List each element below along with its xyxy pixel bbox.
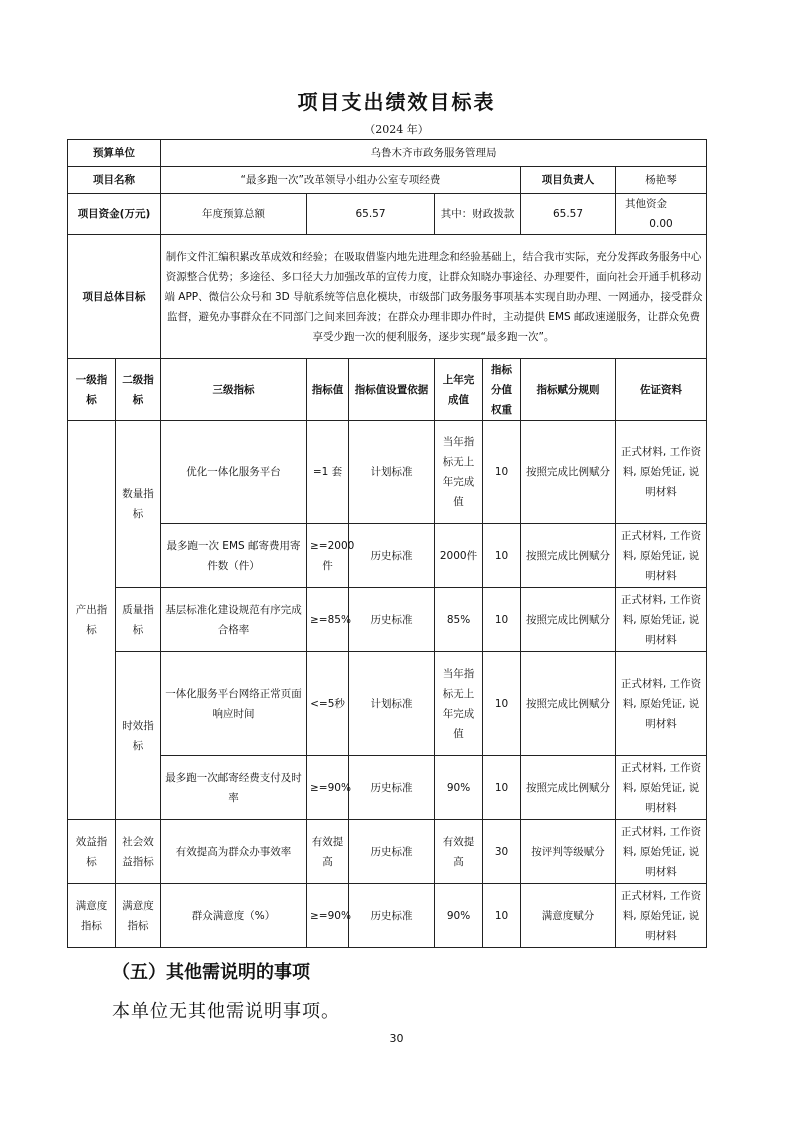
row-rule: 满意度赋分: [521, 884, 616, 948]
row-prev: 2000件: [435, 524, 483, 588]
budget-unit-label: 预算单位: [68, 140, 161, 167]
annual-budget-value: 65.57: [307, 194, 435, 235]
row-prev: 当年指标无上年完成值: [435, 652, 483, 756]
row-rule: 按照完成比例赋分: [521, 524, 616, 588]
row-rule: 按评判等级赋分: [521, 820, 616, 884]
fiscal-value: 65.57: [521, 194, 616, 235]
row-evidence: 正式材料, 工作资料, 原始凭证, 说明材料: [616, 820, 707, 884]
performance-table: [67, 139, 707, 948]
row-prev: 90%: [435, 884, 483, 948]
row-basis: 历史标准: [349, 884, 435, 948]
row-basis: 历史标准: [349, 756, 435, 820]
table-row: [68, 421, 707, 524]
table-row: [68, 820, 707, 884]
subgroup-social: 社会效益指标: [116, 820, 161, 884]
row-value: 有效提高: [307, 820, 349, 884]
project-name-value: “最多跑一次”改革领导小组办公室专项经费: [161, 167, 521, 194]
row-evidence: 正式材料, 工作资料, 原始凭证, 说明材料: [616, 884, 707, 948]
other-funds-value: 0.00: [649, 218, 673, 230]
row-evidence: 正式材料, 工作资料, 原始凭证, 说明材料: [616, 756, 707, 820]
group-satisfaction: 满意度指标: [68, 884, 116, 948]
header-row: [68, 359, 707, 421]
header-l2: 二级指标: [116, 359, 161, 421]
subgroup-quantity: 数量指标: [116, 421, 161, 588]
row-weight: 10: [483, 652, 521, 756]
table-row: [68, 524, 707, 588]
row-prev: 当年指标无上年完成值: [435, 421, 483, 524]
header-evidence: 佐证资料: [616, 359, 707, 421]
row-prev: 有效提高: [435, 820, 483, 884]
group-benefit: 效益指标: [68, 820, 116, 884]
group-output: 产出指标: [68, 421, 116, 820]
row-rule: 按照完成比例赋分: [521, 756, 616, 820]
table-row: [68, 652, 707, 756]
fiscal-label: 其中：财政拨款: [435, 194, 521, 235]
row-evidence: 正式材料, 工作资料, 原始凭证, 说明材料: [616, 421, 707, 524]
row-value: <=5秒: [307, 652, 349, 756]
row-weight: 10: [483, 884, 521, 948]
header-rule: 指标赋分规则: [521, 359, 616, 421]
project-leader-value: 杨艳琴: [616, 167, 707, 194]
project-name-row: [68, 167, 707, 194]
goal-row: [68, 235, 707, 359]
header-value: 指标值: [307, 359, 349, 421]
row-weight: 10: [483, 524, 521, 588]
row-l3: 优化一体化服务平台: [161, 421, 307, 524]
budget-unit-value: 乌鲁木齐市政务服务管理局: [161, 140, 707, 167]
row-evidence: 正式材料, 工作资料, 原始凭证, 说明材料: [616, 588, 707, 652]
row-evidence: 正式材料, 工作资料, 原始凭证, 说明材料: [616, 524, 707, 588]
row-l3: 群众满意度（%）: [161, 884, 307, 948]
row-basis: 计划标准: [349, 652, 435, 756]
header-basis: 指标值设置依据: [349, 359, 435, 421]
page-title: 项目支出绩效目标表: [297, 90, 496, 114]
row-weight: 10: [483, 756, 521, 820]
row-basis: 计划标准: [349, 421, 435, 524]
table-row: [68, 884, 707, 948]
subgroup-quality: 质量指标: [116, 588, 161, 652]
row-l3: 基层标准化建设规范有序完成合格率: [161, 588, 307, 652]
row-basis: 历史标准: [349, 588, 435, 652]
header-prev: 上年完成值: [435, 359, 483, 421]
row-rule: 按照完成比例赋分: [521, 588, 616, 652]
header-l3: 三级指标: [161, 359, 307, 421]
row-value: =1 套: [307, 421, 349, 524]
header-l1: 一级指标: [68, 359, 116, 421]
header-weight: 指标分值权重: [483, 359, 521, 421]
row-l3: 有效提高为群众办事效率: [161, 820, 307, 884]
row-basis: 历史标准: [349, 524, 435, 588]
row-l3: 最多跑一次 EMS 邮寄费用寄件数（件）: [161, 524, 307, 588]
row-weight: 10: [483, 588, 521, 652]
row-evidence: 正式材料, 工作资料, 原始凭证, 说明材料: [616, 652, 707, 756]
row-value: ≥=90%: [307, 884, 349, 948]
table-row: [68, 588, 707, 652]
row-weight: 10: [483, 421, 521, 524]
row-prev: 85%: [435, 588, 483, 652]
row-prev: 90%: [435, 756, 483, 820]
row-l3: 最多跑一次邮寄经费支付及时率: [161, 756, 307, 820]
row-value: ≥=90%: [307, 756, 349, 820]
project-leader-label: 项目负责人: [521, 167, 616, 194]
row-value: ≥=2000件: [307, 524, 349, 588]
budget-unit-row: [68, 140, 707, 167]
row-rule: 按照完成比例赋分: [521, 421, 616, 524]
subgroup-timeliness: 时效指标: [116, 652, 161, 820]
year-label: （2024 年）: [364, 123, 429, 136]
row-weight: 30: [483, 820, 521, 884]
row-value: ≥=85%: [307, 588, 349, 652]
row-l3: 一体化服务平台网络正常页面响应时间: [161, 652, 307, 756]
funds-label: 项目资金(万元): [68, 194, 161, 235]
section-text: 本单位无其他需说明事项。: [112, 1001, 340, 1022]
table-row: [68, 756, 707, 820]
funds-row: [68, 194, 707, 235]
subgroup-satisfaction: 满意度指标: [116, 884, 161, 948]
other-funds-cell: [616, 194, 707, 235]
annual-budget-label: 年度预算总额: [161, 194, 307, 235]
row-basis: 历史标准: [349, 820, 435, 884]
section-heading: （五）其他需说明的事项: [112, 962, 310, 983]
row-rule: 按照完成比例赋分: [521, 652, 616, 756]
goal-text: 制作文件汇编积累改革成效和经验；在吸取借鉴内地先进理念和经验基础上，结合我市实际，充分发挥政务服务中心资源整合优势；多途径、多口径大力加强改革的宣传力度，让群众知晓办事途径、办理要件，面向社会开通手机移动端 APP、微信公众号和 3D 导航系统等信息化模块，市级部门政务服务事项基本实现自助办理、一网通办，接受群众监督，避免办事群众在不同部门之间来回奔波；在群众办理非即办件时，主动提供 EMS 邮政速递服务，让群众免费享受少跑一次的便利服务，逐步实现“最多跑一次”。: [161, 235, 707, 359]
page-number: 30: [389, 1032, 404, 1045]
goal-label: 项目总体目标: [68, 235, 161, 359]
other-funds-label: 其他资金: [625, 198, 667, 210]
project-name-label: 项目名称: [68, 167, 161, 194]
